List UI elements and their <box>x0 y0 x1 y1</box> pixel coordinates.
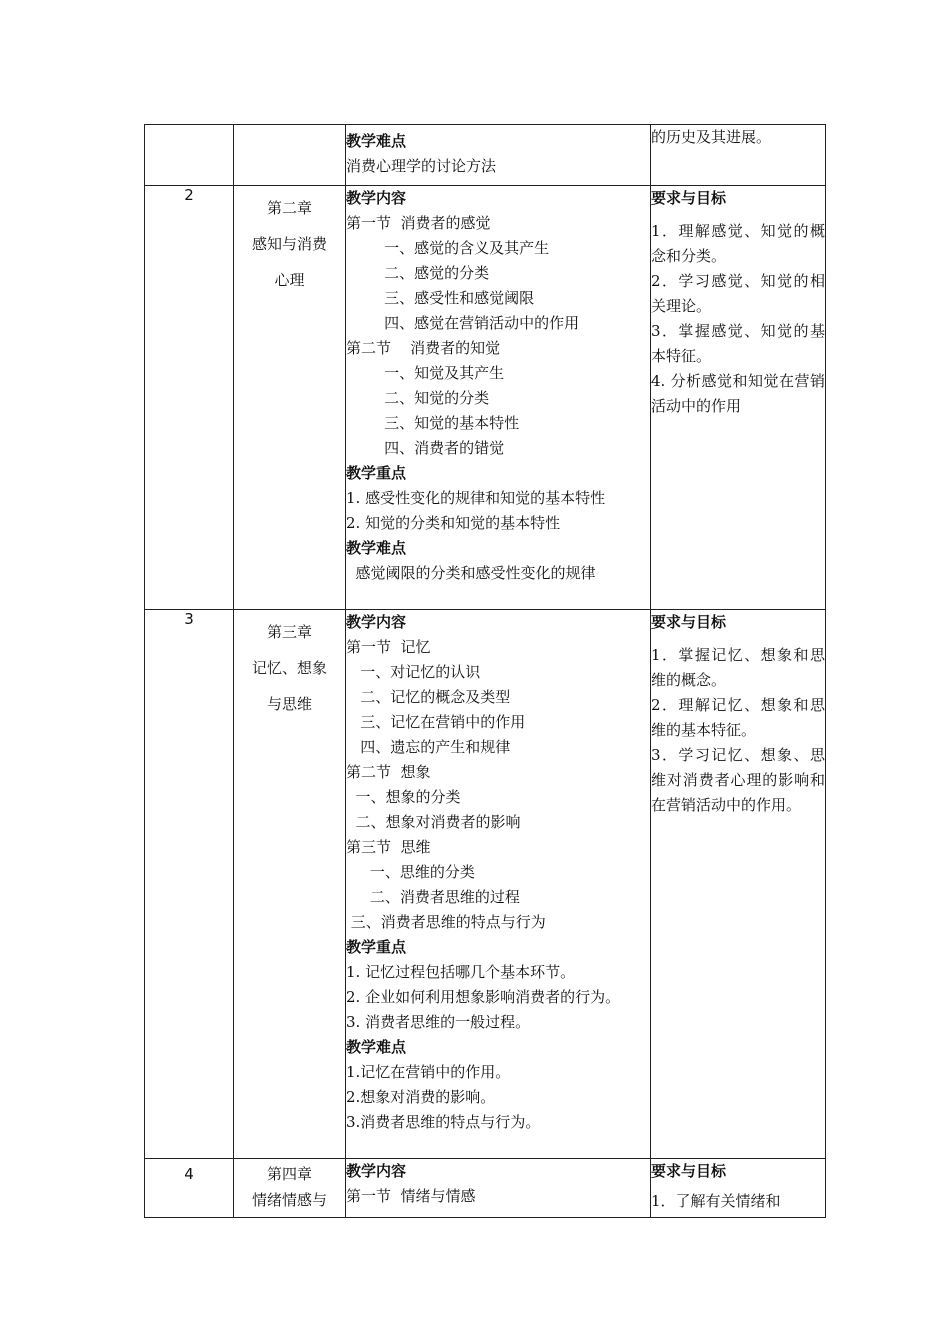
chapter-cell <box>234 1159 346 1218</box>
content-cell <box>346 610 651 1159</box>
content-cell <box>346 186 651 610</box>
content-line: 一、对记忆的认识 <box>346 663 481 681</box>
chapter-title-line: 与思维 <box>266 695 312 713</box>
content-line: 2. 企业如何利用想象影响消费者的行为。 <box>346 988 621 1006</box>
goal-line: 2．理解记忆、想象和思维的基本特征。 <box>651 696 825 739</box>
chapter-title-line: 心理 <box>274 271 305 289</box>
table-row <box>145 610 826 1159</box>
content-line: 第一节 记忆 <box>346 638 431 656</box>
content-line: 一、感觉的含义及其产生 <box>346 239 550 257</box>
lesson-number-cell: 3 <box>145 610 234 1159</box>
chapter-title-line: 情绪情感与 <box>251 1191 327 1209</box>
section-heading: 教学内容 <box>346 189 407 207</box>
content-line: 四、感觉在营销活动中的作用 <box>346 314 580 332</box>
content-cell <box>346 125 651 186</box>
table-row <box>145 125 826 186</box>
goal-line: 1．掌握记忆、想象和思维的概念。 <box>651 646 825 689</box>
goal-line: 2．学习感觉、知觉的相关理论。 <box>651 272 825 315</box>
syllabus-table-body <box>145 125 826 1218</box>
table-row <box>145 1159 826 1218</box>
content-line: 二、消费者思维的过程 <box>346 888 520 906</box>
chapter-cell <box>234 610 346 1159</box>
goal-line: 的历史及其进展。 <box>651 128 772 146</box>
chapter-number: 第二章 <box>266 199 312 217</box>
goal-line: 3．掌握感觉、知觉的基本特征。 <box>651 322 825 365</box>
content-line: 三、记忆在营销中的作用 <box>346 713 526 731</box>
content-line: 3. 消费者思维的一般过程。 <box>346 1013 531 1031</box>
section-heading: 教学重点 <box>346 938 407 956</box>
lesson-number-cell <box>145 125 234 186</box>
content-line: 感觉阈限的分类和感受性变化的规律 <box>346 564 596 582</box>
content-line: 二、知觉的分类 <box>346 389 490 407</box>
content-line: 三、感受性和感觉阈限 <box>346 289 535 307</box>
content-line: 1. 记忆过程包括哪几个基本环节。 <box>346 963 576 981</box>
chapter-number: 第四章 <box>266 1165 312 1183</box>
goal-cell <box>651 610 826 1159</box>
goal-line: 4. 分析感觉和知觉在营销活动中的作用 <box>651 372 825 415</box>
goal-heading: 要求与目标 <box>651 613 727 631</box>
content-line: 三、知觉的基本特性 <box>346 414 520 432</box>
content-line: 二、感觉的分类 <box>346 264 490 282</box>
content-line: 1. 感受性变化的规律和知觉的基本特性 <box>346 489 606 507</box>
section-heading: 教学难点 <box>346 1038 407 1056</box>
section-heading: 教学内容 <box>346 613 407 631</box>
content-line: 第一节 消费者的感觉 <box>346 214 491 232</box>
content-line: 三、消费者思维的特点与行为 <box>346 913 546 931</box>
goal-cell <box>651 186 826 610</box>
content-line: 二、记忆的概念及类型 <box>346 688 511 706</box>
goal-cell <box>651 125 826 186</box>
section-heading: 教学难点 <box>346 539 407 557</box>
content-line: 一、思维的分类 <box>346 863 475 881</box>
table-row <box>145 186 826 610</box>
goal-line: 3．学习记忆、想象、思维对消费者心理的影响和在营销活动中的作用。 <box>651 746 825 814</box>
content-line: 一、知觉及其产生 <box>346 364 505 382</box>
goal-heading: 要求与目标 <box>651 1162 727 1180</box>
syllabus-table <box>144 124 826 1218</box>
chapter-number: 第三章 <box>266 623 312 641</box>
content-line: 2. 知觉的分类和知觉的基本特性 <box>346 514 561 532</box>
section-heading: 教学难点 <box>346 132 407 150</box>
chapter-cell <box>234 186 346 610</box>
chapter-title-line: 记忆、想象 <box>251 659 327 677</box>
goal-heading: 要求与目标 <box>651 189 727 207</box>
content-line: 3.消费者思维的特点与行为。 <box>346 1113 541 1131</box>
content-line: 第三节 思维 <box>346 838 431 856</box>
content-cell <box>346 1159 651 1218</box>
content-line: 第一节 情绪与情感 <box>346 1187 476 1205</box>
section-heading: 教学内容 <box>346 1162 407 1180</box>
goal-line: 1．理解感觉、知觉的概念和分类。 <box>651 222 825 265</box>
content-line: 四、遗忘的产生和规律 <box>346 738 511 756</box>
chapter-cell <box>234 125 346 186</box>
goal-line: 1．了解有关情绪和 <box>651 1192 781 1210</box>
lesson-number-cell: 2 <box>145 186 234 610</box>
content-line: 第二节 消费者的知觉 <box>346 339 501 357</box>
content-line: 一、想象的分类 <box>346 788 461 806</box>
goal-cell <box>651 1159 826 1218</box>
lesson-number-cell: 4 <box>145 1159 234 1218</box>
content-line: 第二节 想象 <box>346 763 431 781</box>
content-line: 1.记忆在营销中的作用。 <box>346 1063 511 1081</box>
content-line: 2.想象对消费的影响。 <box>346 1088 496 1106</box>
chapter-title-line: 感知与消费 <box>251 235 327 253</box>
content-line: 消费心理学的讨论方法 <box>346 157 497 175</box>
content-line: 二、想象对消费者的影响 <box>346 813 521 831</box>
section-heading: 教学重点 <box>346 464 407 482</box>
content-line: 四、消费者的错觉 <box>346 439 505 457</box>
